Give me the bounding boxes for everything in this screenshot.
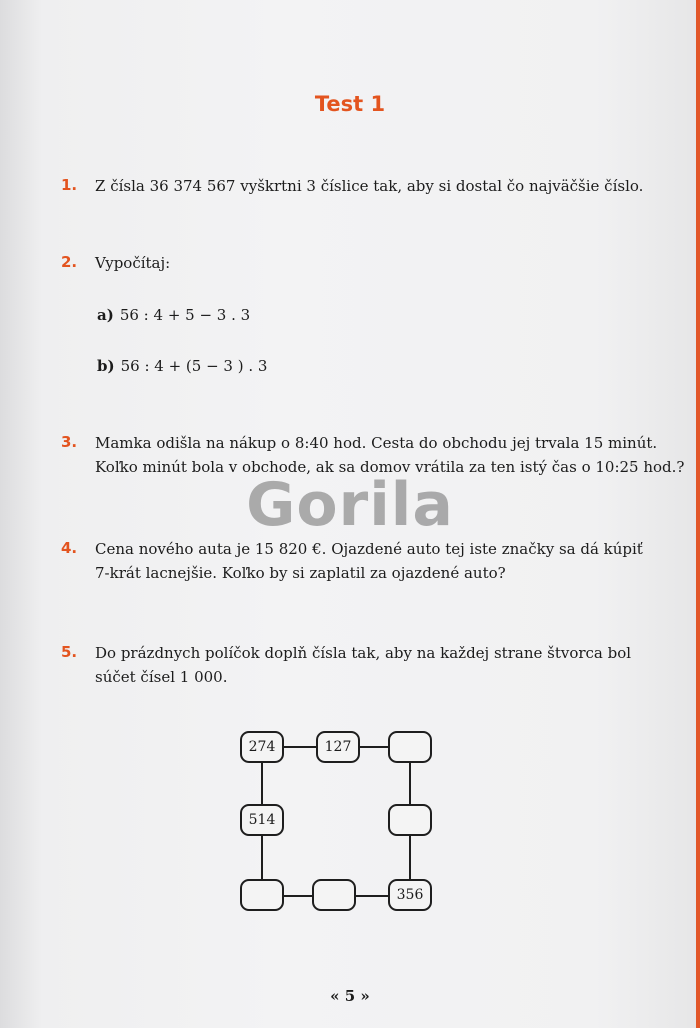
watermark-logo: Gorila [246, 470, 454, 540]
question-5-line-1: Do prázdnych políčok doplň čísla tak, aby na každej strane štvorca bol [95, 644, 632, 662]
question-2b-label: b) [97, 357, 115, 375]
connector-left-bottom [261, 836, 263, 879]
connector-bottom-left [284, 895, 312, 897]
cell-bottom-right[interactable]: 356 [388, 879, 432, 911]
cell-middle-left[interactable]: 514 [240, 804, 284, 836]
connector-bottom-right [356, 895, 388, 897]
question-3-line-2: Koľko minút bola v obchode, ak sa domov vrátila za ten istý čas o 10:25 hod.? [95, 458, 685, 476]
cell-top-left[interactable]: 274 [240, 731, 284, 763]
question-5-line-2: súčet čísel 1 000. [95, 668, 228, 686]
cell-top-middle[interactable]: 127 [316, 731, 360, 763]
question-3-number: 3. [61, 433, 78, 451]
connector-top-right [360, 746, 388, 748]
cell-top-right[interactable] [388, 731, 432, 763]
question-5-number: 5. [61, 643, 78, 661]
question-2-line-1: Vypočítaj: [95, 254, 171, 272]
connector-right-bottom [409, 836, 411, 879]
question-4-line-2: 7-krát lacnejšie. Koľko by si zaplatil za ojazdené auto? [95, 564, 506, 582]
question-1-number: 1. [61, 176, 78, 194]
question-2b-expression: 56 : 4 + (5 − 3 ) . 3 [120, 357, 268, 375]
cell-bottom-left[interactable] [240, 879, 284, 911]
question-2a-label: a) [97, 306, 114, 324]
question-2a-expression: 56 : 4 + 5 − 3 . 3 [119, 306, 251, 324]
connector-left-top [261, 762, 263, 804]
page-number: « 5 » [330, 987, 370, 1005]
question-3-line-1: Mamka odišla na nákup o 8:40 hod. Cesta do obchodu jej trvala 15 minút. [95, 434, 658, 452]
connector-top-left [284, 746, 316, 748]
question-2-number: 2. [61, 253, 78, 271]
connector-right-top [409, 762, 411, 804]
cell-middle-right[interactable] [388, 804, 432, 836]
question-4-line-1: Cena nového auta je 15 820 €. Ojazdené auto tej iste značky sa dá kúpiť [95, 540, 643, 558]
page-title: Test 1 [314, 92, 386, 116]
question-4-number: 4. [61, 539, 78, 557]
question-1-line-1: Z čísla 36 374 567 vyškrtni 3 číslice tak, aby si dostal čo najväčšie číslo. [95, 177, 644, 195]
cell-bottom-middle[interactable] [312, 879, 356, 911]
